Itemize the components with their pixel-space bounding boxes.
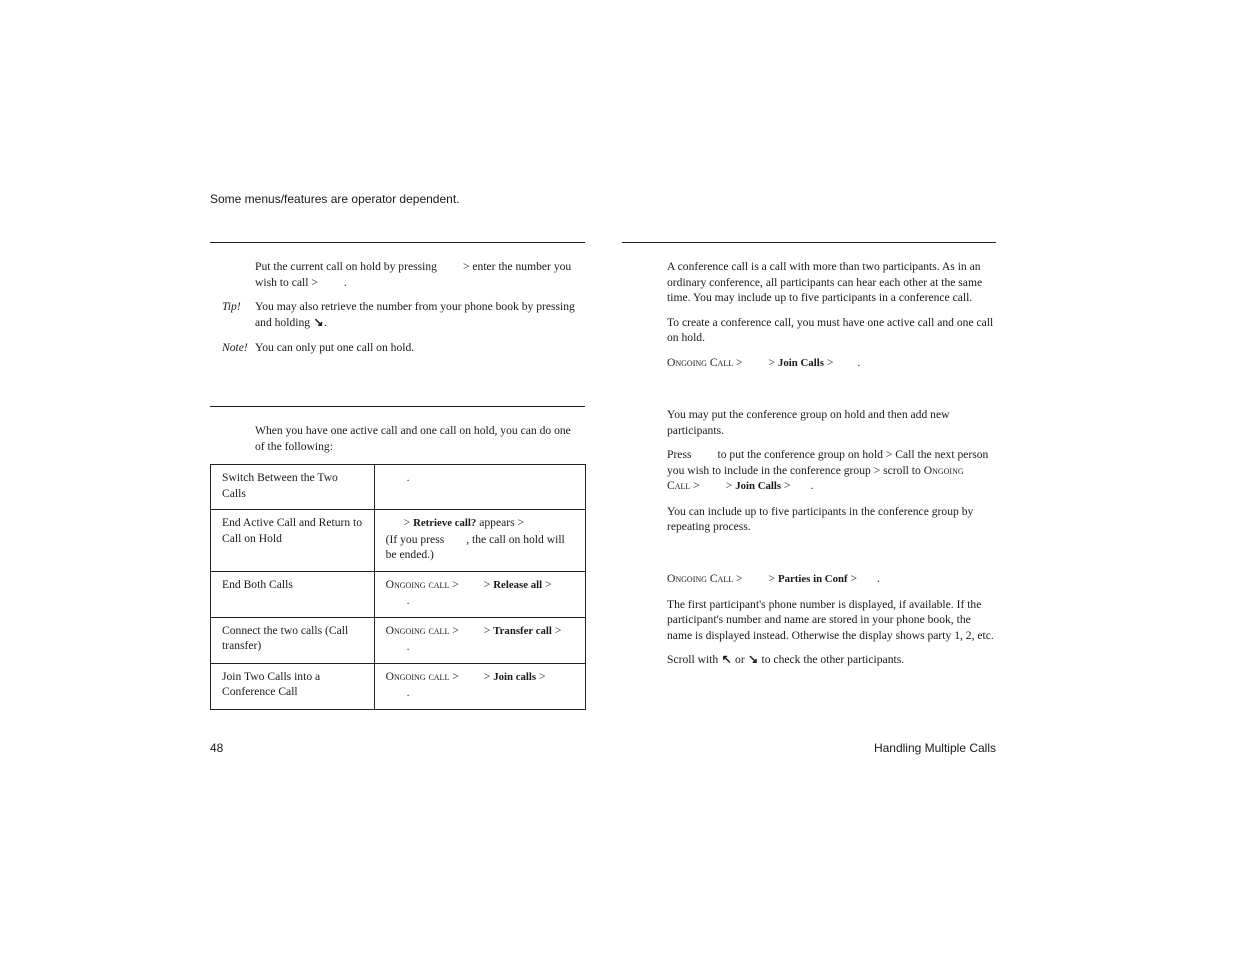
tip-label: Tip! [222, 300, 241, 313]
menu-prefix: Ongoing [923, 463, 964, 477]
arrow-down-right-icon: ↘ [748, 652, 759, 666]
add-text-press: Press [667, 448, 692, 461]
gt-symbol: > [403, 516, 411, 529]
option-label: End Active Call and Return to Call on Hold [211, 510, 375, 572]
conference-intro [667, 259, 997, 371]
gt-symbol: > [725, 479, 733, 492]
options-table [210, 464, 586, 710]
tip-text [255, 299, 590, 330]
menu-prefix: Ongoing call > [385, 623, 459, 637]
add-text-line: You can include up to five participants in the conference group by [667, 504, 974, 518]
action-line3: be ended.) [385, 548, 434, 561]
option-label: Switch Between the Two Calls [211, 465, 375, 510]
add-text-line: participants. [667, 423, 724, 437]
table-row [211, 663, 586, 709]
scroll-text: or [735, 653, 745, 666]
page-number: 48 [210, 741, 224, 755]
option-action [374, 465, 585, 510]
gt-symbol: > [850, 572, 858, 585]
arrow-down-right-icon: ↘ [313, 314, 324, 329]
period: . [406, 686, 410, 699]
gt-symbol: > [483, 669, 491, 683]
arrow-up-left-icon: ↖ [721, 652, 732, 666]
gt-symbol: > [826, 355, 834, 369]
scroll-instruction [667, 652, 1002, 668]
period: . [857, 355, 861, 369]
tip-line2: and holding [255, 315, 311, 329]
menu-prefix: Call > [667, 479, 700, 492]
gt-symbol: > [768, 355, 776, 369]
gt-symbol: > [545, 577, 552, 591]
period: . [323, 315, 327, 329]
menu-item-parties-in-conf: Parties in Conf [778, 573, 848, 585]
option-action [374, 617, 585, 663]
hold-text-line1: Put the current call on hold by pressing [255, 260, 437, 273]
add-participants [667, 407, 997, 535]
conf-text-line: on hold. [667, 331, 706, 344]
add-text-line: You may put the conference group on hold and then add new [667, 408, 950, 421]
menu-item-join-calls: Join calls [493, 670, 537, 683]
add-text-line: repeating process. [667, 520, 751, 533]
table-row [211, 510, 586, 572]
period: . [810, 479, 814, 492]
menu-item-retrieve-call: Retrieve call? [413, 517, 477, 529]
gt-symbol: > [784, 479, 791, 492]
menu-prefix: Ongoing Call > [667, 355, 743, 369]
parties-text-line: The first participant's phone number is displayed, if available. If the [667, 597, 982, 611]
parties-in-conf [667, 571, 1002, 668]
section-title: Handling Multiple Calls [873, 741, 996, 755]
conf-text-line: ordinary conference, all participants can hear each other at the same [667, 275, 983, 289]
add-text-line: you wish to include in the conference group > scroll to [667, 463, 921, 477]
menu-prefix: Ongoing call > [385, 577, 459, 591]
table-row [211, 617, 586, 663]
operator-note: Some menus/features are operator dependent. [210, 192, 460, 206]
scroll-text: to check the other participants. [761, 653, 905, 666]
section-divider [622, 242, 996, 243]
conf-text-line: To create a conference call, you must have one active call and one call [667, 315, 994, 329]
menu-item-join-calls: Join Calls [735, 480, 782, 492]
section-divider [210, 242, 585, 243]
conf-menu-path [667, 355, 997, 372]
section-divider [210, 406, 585, 407]
parties-menu-path [667, 571, 1002, 588]
active-intro [255, 423, 585, 454]
table-row [211, 465, 586, 510]
conf-text-line: A conference call is a call with more than two participants. As in an [667, 260, 981, 273]
action-line2a: (If you press [385, 532, 445, 546]
option-label: Join Two Calls into a Conference Call [211, 663, 375, 709]
hold-instructions [255, 259, 585, 290]
period: . [406, 640, 410, 653]
parties-text-line: name is displayed instead. Otherwise the display shows party 1, 2, etc. [667, 628, 994, 642]
note-label: Note! [222, 341, 248, 354]
gt-symbol: > [768, 572, 776, 585]
option-action [374, 663, 585, 709]
active-intro-line2: of the following: [255, 439, 333, 453]
menu-item-transfer-call: Transfer call [493, 624, 552, 637]
gt-symbol: > [483, 623, 491, 637]
gt-symbol: > [554, 623, 562, 637]
scroll-text: Scroll with [667, 653, 719, 666]
active-intro-line1: When you have one active call and one call on hold, you can do one [255, 424, 571, 437]
note-text: You can only put one call on hold. [255, 341, 415, 354]
conf-text-line: time. You may include up to five participants in a conference call. [667, 291, 973, 304]
option-action [374, 571, 585, 617]
option-label: Connect the two calls (Call transfer) [211, 617, 375, 663]
option-action [374, 510, 585, 572]
menu-prefix: Ongoing Call > [667, 572, 743, 585]
action-rest: appears > [479, 516, 525, 529]
gt-symbol: > [483, 577, 491, 591]
hold-text-line1b: > enter the number you [462, 260, 572, 273]
menu-item-join-calls: Join Calls [778, 356, 824, 369]
option-label: End Both Calls [211, 571, 375, 617]
action-line2b: , the call on hold will [466, 532, 565, 546]
period: . [343, 275, 347, 289]
add-text-line: to put the conference group on hold > Call the next person [717, 448, 989, 461]
menu-item-release-all: Release all [493, 578, 543, 591]
period: . [406, 594, 410, 607]
tip-line1: You may also retrieve the number from your phone book by pressing [255, 300, 575, 313]
period: . [877, 572, 880, 585]
table-row [211, 571, 586, 617]
parties-text-line: participant's number and name are stored in your phone book, the [667, 613, 971, 626]
period: . [406, 471, 410, 484]
menu-prefix: Ongoing call > [385, 669, 459, 683]
hold-text-line2: wish to call > [255, 275, 318, 289]
gt-symbol: > [539, 669, 546, 683]
